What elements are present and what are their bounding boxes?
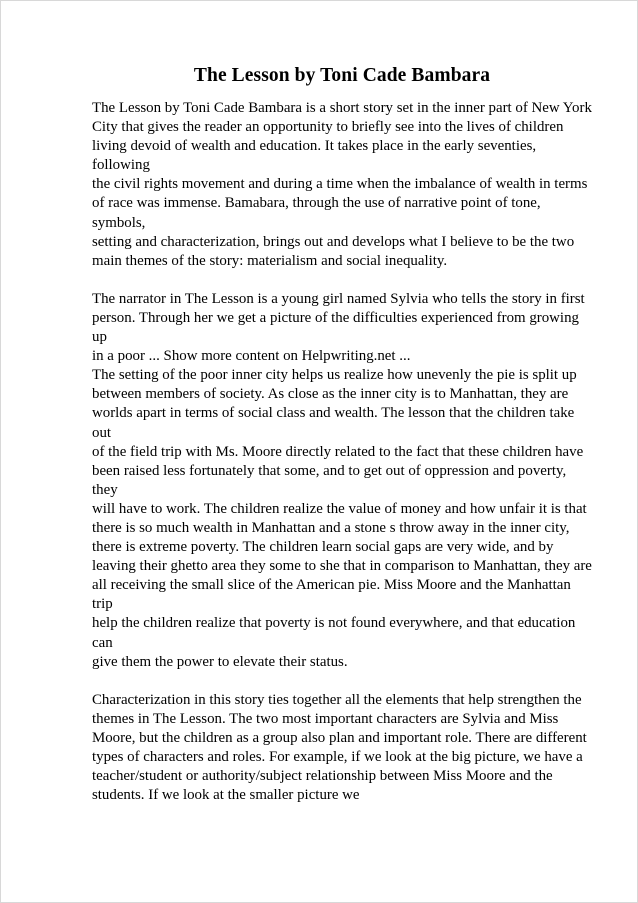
document-content (92, 65, 592, 824)
paragraph-introduction: The Lesson by Toni Cade Bambara is a short story set in the inner part of New York City that gives the reader an opportunity to briefly see into the lives of children living devoid of wealth and education. It takes place in the early seventies, following the civil rights movement and during a time when the imbalance of wealth in terms of race was immense. Bamabara, through the use of narrative point of tone, symbols, setting and characterization, brings out and develops what I believe to be the two main themes of the story: materialism and social inequality. (92, 100, 592, 269)
paragraph-setting: The setting of the poor inner city helps us realize how unevenly the pie is split up between members of society. As close as the inner city is to Manhattan, they are worlds apart in terms of social class and wealth. The lesson that the children take out of the field trip with Ms. Moore directly related to the fact that these children have been raised less fortunately that some, and to get out of oppression and poverty, they will have to work. The children realize the value of money and how unfair it is that there is so much wealth in Manhattan and a stone s throw away in the inner city, there is extreme poverty. The children learn social gaps are very wide, and by leaving their ghetto area they some to she that in comparison to Manhattan, they are all receiving the small slice of the American pie. Miss Moore and the Manhattan trip help the children realize that poverty is not found everywhere, and that education can give them the power to elevate their status. (92, 367, 592, 670)
paragraph-narrator: The narrator in The Lesson is a young girl named Sylvia who tells the story in first person. Through her we get a picture of the difficulties experienced from growing up in a poor ... Show more content on Helpwriting.net ... (92, 290, 585, 365)
paragraph-characterization: Characterization in this story ties together all the elements that help strengthen the themes in The Lesson. The two most important characters are Sylvia and Miss Moore, but the children as a group also plan and important role. There are different types of characters and roles. For example, if we look at the big picture, we have a teacher/student or authority/subject relationship between Miss Moore and the students. If we look at the smaller picture we (92, 691, 587, 804)
document-title: The Lesson by Toni Cade Bambara (193, 65, 491, 86)
